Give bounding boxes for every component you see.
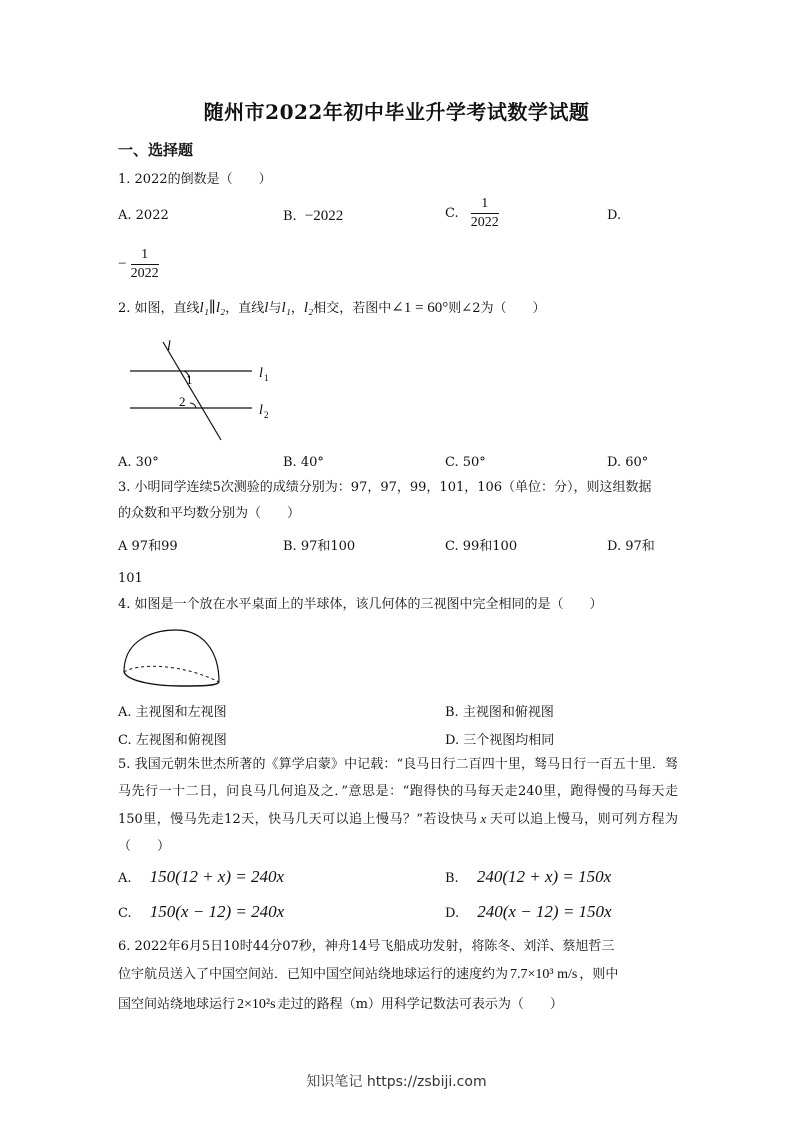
label-l1-sub: 1 (264, 373, 269, 383)
q1-option-b-math: −2022 (304, 208, 344, 224)
q1-option-a: A. 2022 (118, 208, 169, 223)
q2-math-l: l (264, 300, 269, 316)
q6-line2-text-a: 位宇航员送入了中国空间站．已知中国空间站绕地球运行的速度约为 (118, 967, 509, 982)
q5-option-b-expr: 240(12 + x) = 150x (476, 867, 612, 886)
q1-option-d-numerator: 1 (131, 247, 159, 265)
q5-text-b: 天可以追上慢马，则可列方程为（ ） (118, 812, 678, 854)
q5-option-a-expr: 150(12 + x) = 240x (149, 867, 285, 886)
line-l (163, 342, 221, 440)
q6-line3-text-b: 走过的路程（m）用科学记数法可表示为（ ） (277, 997, 563, 1012)
label-l2: l (259, 403, 263, 418)
question-6-line1: 6. 2022年6月5日10时44分07秒，神舟14号飞船成功发射，将陈冬、刘洋、蔡旭哲三 (118, 939, 615, 954)
q1-option-c-label: C. (445, 206, 459, 221)
q1-option-c-fraction (471, 196, 499, 231)
q5-option-b-label: B. (445, 871, 459, 886)
page-title: 随州市2022年初中毕业升学考试数学试题 (203, 100, 590, 124)
q2-text-mid4: 相交，若图中 (313, 301, 392, 316)
q2-text-mid3: ， (290, 301, 304, 316)
q2-text-mid2: 与 (268, 301, 282, 316)
q5-text-a: 5. 我国元朝朱世杰所著的《算学启蒙》中记载：“良马日行二百四十里，驽马日行一百五十里．驽马先行一十二日，问良马几何追及之．”意思是：“跑得快的马每天走240里，跑得慢的马每天走150里，慢马先走12天，快马几天可以追上慢马？”若设快马 (118, 757, 678, 827)
q2-option-d: D. 60° (607, 455, 649, 470)
q5-option-a-label: A. (118, 871, 132, 886)
hemisphere-figure (118, 624, 228, 692)
label-l1: l (259, 366, 263, 381)
q6-line3-text-a: 国空间站绕地球运行 (118, 997, 236, 1012)
question-3-stem-line1: 3. 小明同学连续5次测验的成绩分别为：97，97，99，101，106（单位：分），则这组数据 (118, 480, 652, 495)
label-l: l (167, 339, 171, 354)
hemisphere-base-front (124, 672, 219, 686)
question-1-stem: 1. 2022的倒数是（ ） (118, 172, 272, 187)
q3-option-c: C. 99和100 (445, 539, 518, 554)
q1-option-d-fraction (131, 247, 159, 282)
q4-option-c: C. 左视图和俯视图 (118, 733, 227, 748)
footer-watermark: 知识笔记 https://zsbiji.com (306, 1074, 487, 1090)
q2-math-parallel: l₁∥l₂ (199, 300, 226, 316)
angle-2-arc (190, 403, 196, 408)
question-6-line2 (118, 965, 618, 985)
q5-option-c (118, 902, 284, 922)
q3-option-a: A 97和99 (118, 539, 178, 554)
q5-option-d-expr: 240(x − 12) = 150x (477, 902, 612, 921)
q4-option-b: B. 主视图和俯视图 (445, 705, 554, 720)
q5-option-a (118, 867, 284, 887)
q1-option-b (283, 208, 343, 225)
q3-option-d: D. 97和 (607, 539, 655, 554)
q3-option-d-wrap: 101 (118, 571, 143, 586)
question-4-stem: 4. 如图是一个放在水平桌面上的半球体，该几何体的三视图中完全相同的是（ ） (118, 597, 603, 612)
hemisphere-base-back (124, 666, 219, 682)
question-5-stem (118, 751, 678, 860)
q1-option-d (118, 247, 159, 282)
q2-option-c: C. 50° (445, 455, 486, 470)
label-angle-2: 2 (179, 394, 186, 409)
q6-math-time: 2×10²s (237, 997, 276, 1012)
q5-option-c-label: C. (118, 906, 132, 921)
q2-math-l2: l₂ (303, 300, 314, 316)
q6-line2-text-b: ，则中 (579, 967, 619, 982)
q2-text-mid1: ，直线 (225, 301, 265, 316)
q3-option-b: B. 97和100 (283, 539, 356, 554)
q2-text-suffix: 则∠2为（ ） (448, 301, 546, 316)
q5-option-c-expr: 150(x − 12) = 240x (149, 902, 285, 921)
q5-option-b (445, 867, 611, 887)
hemisphere-dome (124, 630, 219, 682)
q5-option-d (445, 902, 612, 922)
q1-option-d-denominator: 2022 (130, 266, 159, 281)
q2-option-a: A. 30° (118, 455, 159, 470)
question-2-stem (118, 298, 545, 319)
q1-option-c-denominator: 2022 (470, 215, 499, 230)
q2-text-prefix: 2. 如图，直线 (118, 301, 200, 316)
q1-option-d-label: D. (607, 208, 622, 223)
q1-option-c-numerator: 1 (471, 196, 499, 214)
question-3-stem-line2: 的众数和平均数分别为（ ） (118, 506, 301, 521)
label-angle-1: 1 (186, 372, 193, 387)
q5-option-d-label: D. (445, 906, 460, 921)
q1-option-d-sign: − (118, 256, 127, 272)
parallel-lines-figure (118, 336, 288, 446)
q4-option-d: D. 三个视图均相同 (445, 733, 555, 748)
question-6-line3 (118, 995, 563, 1015)
section-heading: 一、选择题 (118, 141, 194, 159)
q2-math-l1: l₁ (281, 300, 291, 316)
q6-math-speed: 7.7×10³ m/s (510, 967, 578, 982)
label-l2-sub: 2 (264, 410, 269, 420)
q5-math-x: x (480, 811, 487, 826)
q1-option-b-label: B. (283, 209, 297, 224)
q2-option-b: B. 40° (283, 455, 324, 470)
q2-math-angle: ∠1 = 60° (391, 300, 449, 316)
q1-option-c (445, 196, 499, 231)
q4-option-a: A. 主视图和左视图 (118, 705, 227, 720)
